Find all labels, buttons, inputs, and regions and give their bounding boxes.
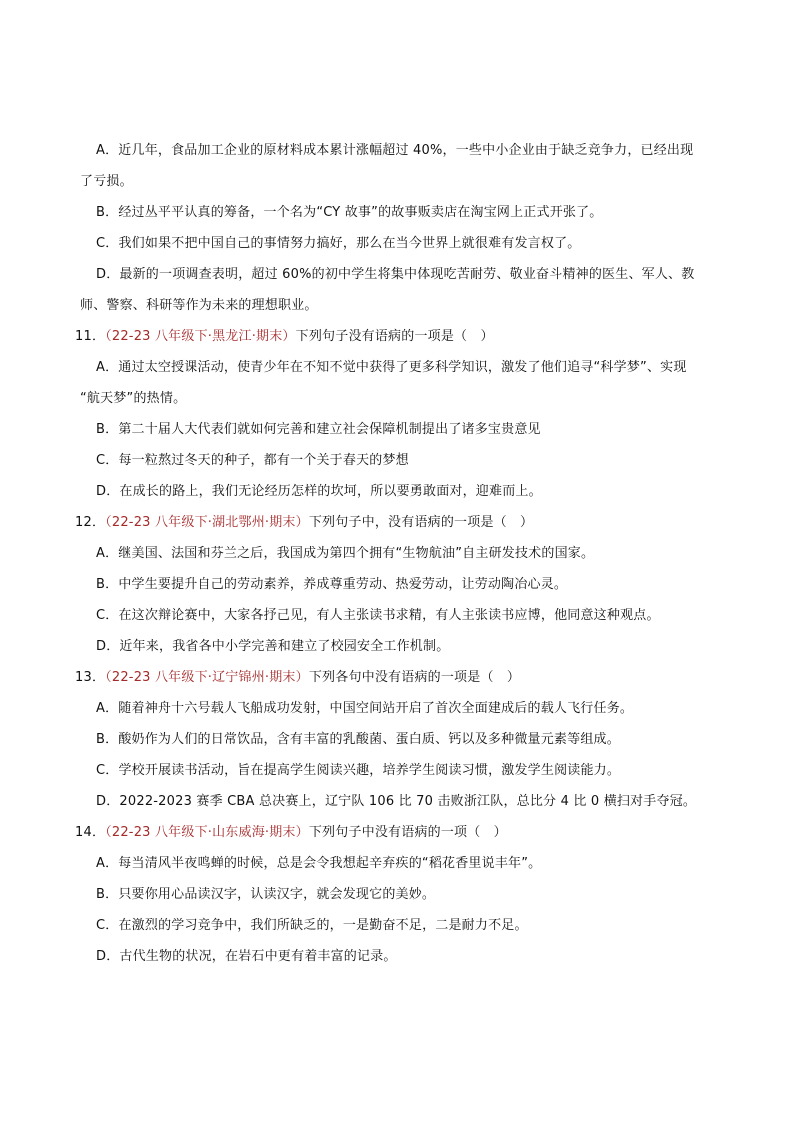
q11-option-d: D．在成长的路上，我们无论经历怎样的坎坷，所以要勇敢面对，迎难而上。 <box>96 484 542 499</box>
q14-option-a: A．每当清风半夜鸣蝉的时候，总是会令我想起辛弃疾的“稻花香里说丰年”。 <box>96 856 542 871</box>
question-source-tag: （22-23 八年级下·辽宁锦州·期末） <box>105 670 309 685</box>
q14-option-c: C．在激烈的学习竞争中，我们所缺乏的，一是勤奋不足，二是耐力不足。 <box>96 918 528 933</box>
question-number: 13． <box>75 670 106 685</box>
q12-option-d: D．近年来，我省各中小学完善和建立了校园安全工作机制。 <box>96 639 450 654</box>
q11-option-a-line2: “航天梦”的热情。 <box>80 391 187 406</box>
q13-option-c: C．学校开展读书活动，旨在提高学生阅读兴趣，培养学生阅读习惯，激发学生阅读能力。 <box>96 763 621 778</box>
q10-option-a-line1: A．近几年，食品加工企业的原材料成本累计涨幅超过 40%，一些中小企业由于缺乏竞争力，已经出现 <box>96 143 694 158</box>
q11-option-c: C．每一粒熬过冬天的种子，都有一个关于春天的梦想 <box>96 453 409 468</box>
q12-option-b: B．中学生要提升自己的劳动素养，养成尊重劳动、热爱劳动，让劳动陶冶心灵。 <box>96 577 568 592</box>
q12-option-a: A．继美国、法国和芬兰之后，我国成为第四个拥有“生物航油”自主研发技术的国家。 <box>96 546 595 561</box>
question-source-tag: （22-23 八年级下·湖北鄂州·期末） <box>105 515 309 530</box>
q13-option-b: B．酸奶作为人们的日常饮品，含有丰富的乳酸菌、蛋白质、钙以及多种微量元素等组成。 <box>96 732 620 747</box>
q12-option-c: C．在这次辩论赛中，大家各抒己见，有人主张读书求精，有人主张读书应博，他同意这种观点。 <box>96 608 660 623</box>
q14-option-d: D．古代生物的状况，在岩石中更有着丰富的记录。 <box>96 949 397 964</box>
question-source-tag: （22-23 八年级下·黑龙江·期末） <box>105 329 296 344</box>
question-stem: 下列句子没有语病的一项是（ ） <box>295 329 494 344</box>
question-number: 12． <box>75 515 106 530</box>
question-stem: 下列各句中没有语病的一项是（ ） <box>308 670 521 685</box>
q10-option-b: B．经过丛平平认真的筹备，一个名为“CY 故事”的故事贩卖店在淘宝网上正式开张了。 <box>96 205 603 220</box>
question-14-heading <box>75 824 507 842</box>
q10-option-d-line1: D．最新的一项调查表明，超过 60%的初中学生将集中体现吃苦耐劳、敬业奋斗精神的医生、军人、教 <box>96 267 695 282</box>
question-11-heading <box>75 328 494 346</box>
q10-option-d-line2: 师、警察、科研等作为未来的理想职业。 <box>80 298 318 313</box>
question-number: 14． <box>75 825 106 840</box>
question-stem: 下列句子中没有语病的一项（ ） <box>308 825 507 840</box>
q11-option-a-line1: A．通过太空授课活动，使青少年在不知不觉中获得了更多科学知识，激发了他们追寻“科学梦”、实现 <box>96 360 687 375</box>
q10-option-a-line2: 了亏损。 <box>80 174 133 189</box>
q10-option-c: C．我们如果不把中国自己的事情努力搞好，那么在当今世界上就很难有发言权了。 <box>96 236 581 251</box>
q13-option-d: D．2022-2023 赛季 CBA 总决赛上，辽宁队 106 比 70 击败浙江队，总比分 4 比 0 横扫对手夺冠。 <box>96 794 697 809</box>
question-13-heading <box>75 669 520 687</box>
question-stem: 下列句子中，没有语病的一项是（ ） <box>308 515 534 530</box>
question-source-tag: （22-23 八年级下·山东威海·期末） <box>105 825 309 840</box>
q14-option-b: B．只要你用心品读汉字，认读汉字，就会发现它的美妙。 <box>96 887 436 902</box>
question-number: 11． <box>75 329 106 344</box>
question-12-heading <box>75 514 533 532</box>
q11-option-b: B．第二十届人大代表们就如何完善和建立社会保障机制提出了诸多宝贵意见 <box>96 422 541 437</box>
q13-option-a: A．随着神舟十六号载人飞船成功发射，中国空间站开启了首次全面建成后的载人飞行任务。 <box>96 701 634 716</box>
